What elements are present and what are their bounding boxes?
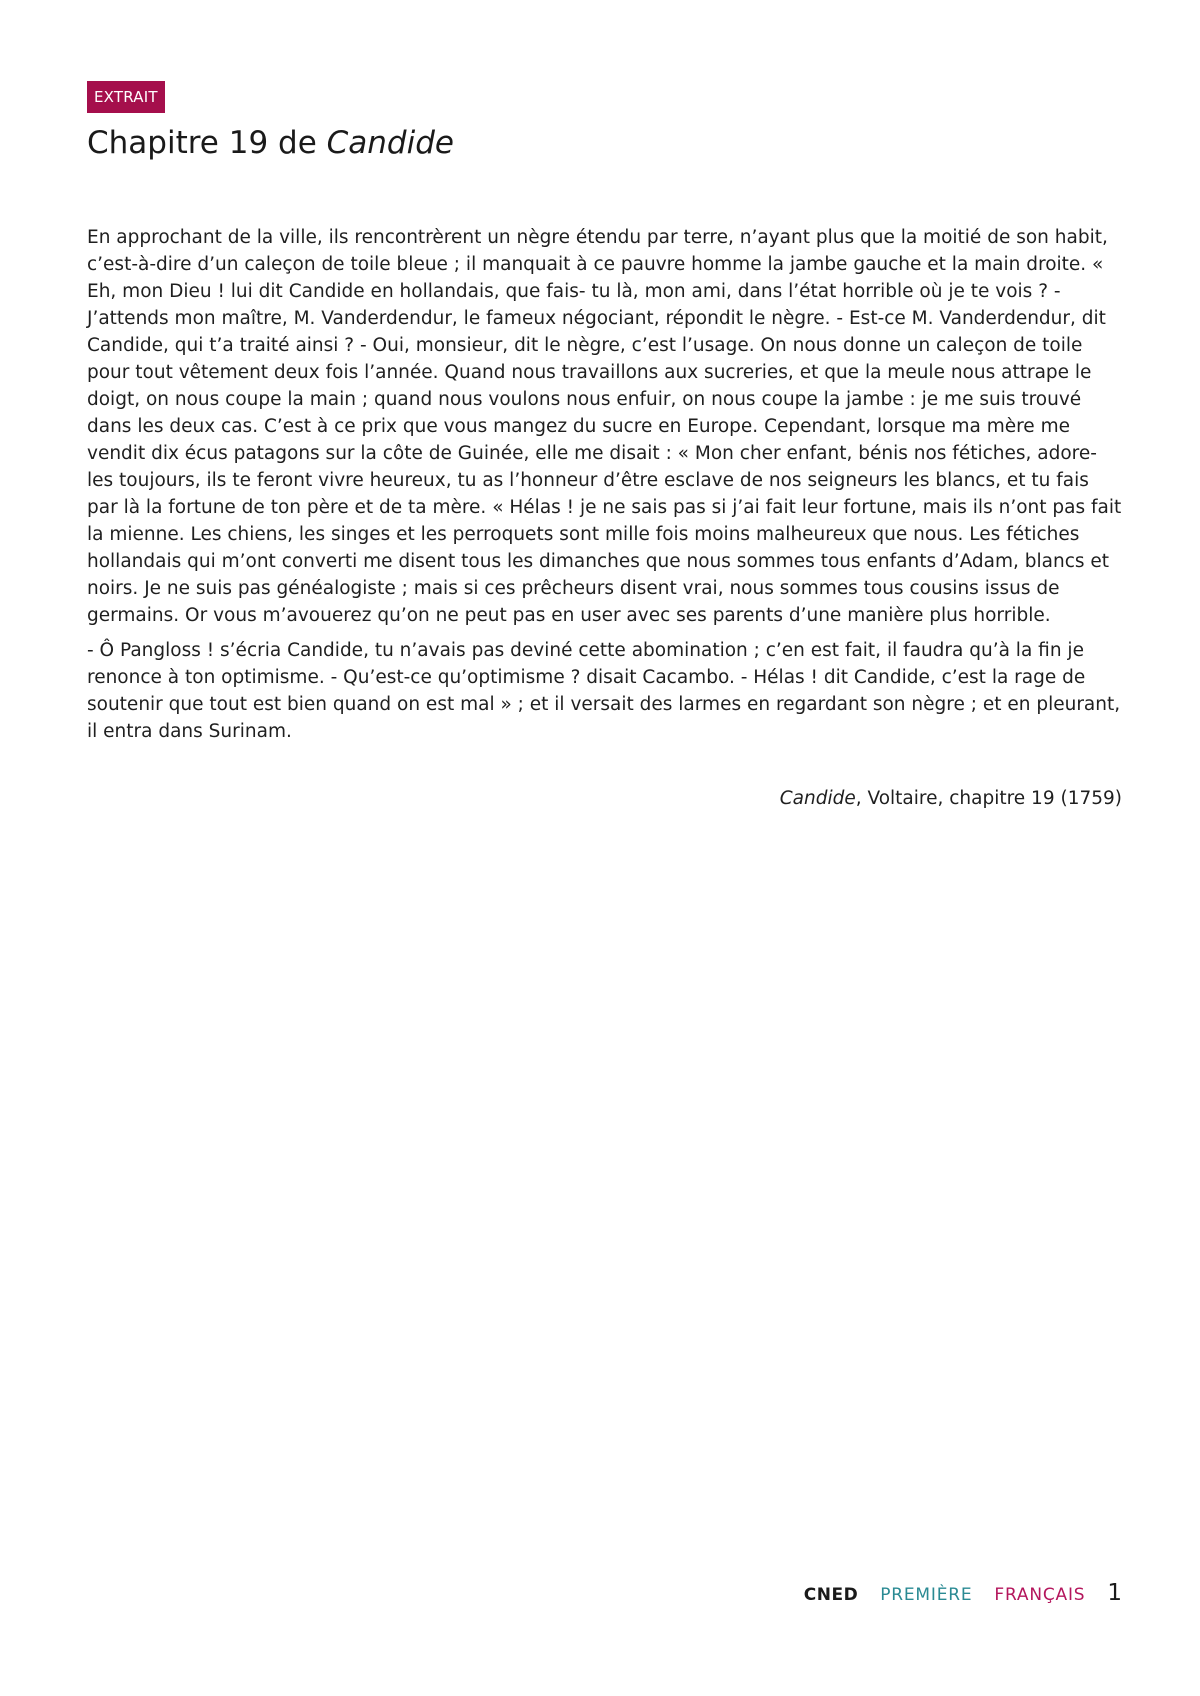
citation-work: Candide — [779, 788, 856, 809]
citation-details: , Voltaire, chapitre 19 (1759) — [855, 788, 1122, 809]
footer-subject: FRANÇAIS — [994, 1585, 1086, 1605]
extract-badge: EXTRAIT — [87, 81, 165, 113]
source-citation — [780, 785, 1122, 812]
footer-level: PREMIÈRE — [880, 1585, 973, 1605]
paragraph: En approchant de la ville, ils rencontrèrent un nègre étendu par terre, n’ayant plus que la moitié de son habit, c’est-à-dire d’un caleçon de toile bleue ; il manquait à ce pauvre homme la jambe gauche et la main droite. « Eh, mon Dieu ! lui dit Candide en hollandais, que fais- tu là, mon ami, dans l’état horrible où je te vois ? - J’attends mon maître, M. Vanderdendur, le fameux négociant, répondit le nègre. - Est-ce M. Vanderdendur, dit Candide, qui t’a traité ainsi ? - Oui, monsieur, dit le nègre, c’est l’usage. On nous donne un caleçon de toile pour tout vêtement deux fois l’année. Quand nous travaillons aux sucreries, et que la meule nous attrape le doigt, on nous coupe la main ; quand nous voulons nous enfuir, on nous coupe la jambe : je me suis trouvé dans les deux cas. C’est à ce prix que vous mangez du sucre en Europe. Cependant, lorsque ma mère me vendit dix écus patagons sur la côte de Guinée, elle me disait : « Mon cher enfant, bénis nos fétiches, adore-les toujours, ils te feront vivre heureux, tu as l’honneur d’être esclave de nos seigneurs les blancs, et tu fais par là la fortune de ton père et de ta mère. « Hélas ! je ne sais pas si j’ai fait leur fortune, mais ils n’ont pas fait la mienne. Les chiens, les singes et les perroquets sont mille fois moins malheureux que nous. Les fétiches hollandais qui m’ont converti me disent tous les dimanches que nous sommes tous enfants d’Adam, blancs et noirs. Je ne suis pas généalogiste ; mais si ces prêcheurs disent vrai, nous sommes tous cousins issus de germains. Or vous m’avouerez qu’on ne peut pas en user avec ses parents d’une manière plus horrible. — [87, 227, 1122, 626]
paragraph: - Ô Pangloss ! s’écria Candide, tu n’avais pas deviné cette abomination ; c’en est fait, il faudra qu’à la fin je renonce à ton optimisme. - Qu’est-ce qu’optimisme ? disait Cacambo. - Hélas ! dit Candide, c’est la rage de soutenir que tout est bien quand on est mal » ; et il versait des larmes en regardant son nègre ; et en pleurant, il entra dans Surinam. — [87, 640, 1121, 742]
footer-brand: CNED — [803, 1585, 859, 1605]
page-title — [87, 123, 454, 163]
page-footer — [804, 1580, 1122, 1606]
extract-text — [87, 224, 1122, 753]
title-work: Candide — [326, 125, 454, 161]
page-number: 1 — [1107, 1580, 1122, 1606]
title-prefix: Chapitre 19 de — [87, 125, 327, 161]
